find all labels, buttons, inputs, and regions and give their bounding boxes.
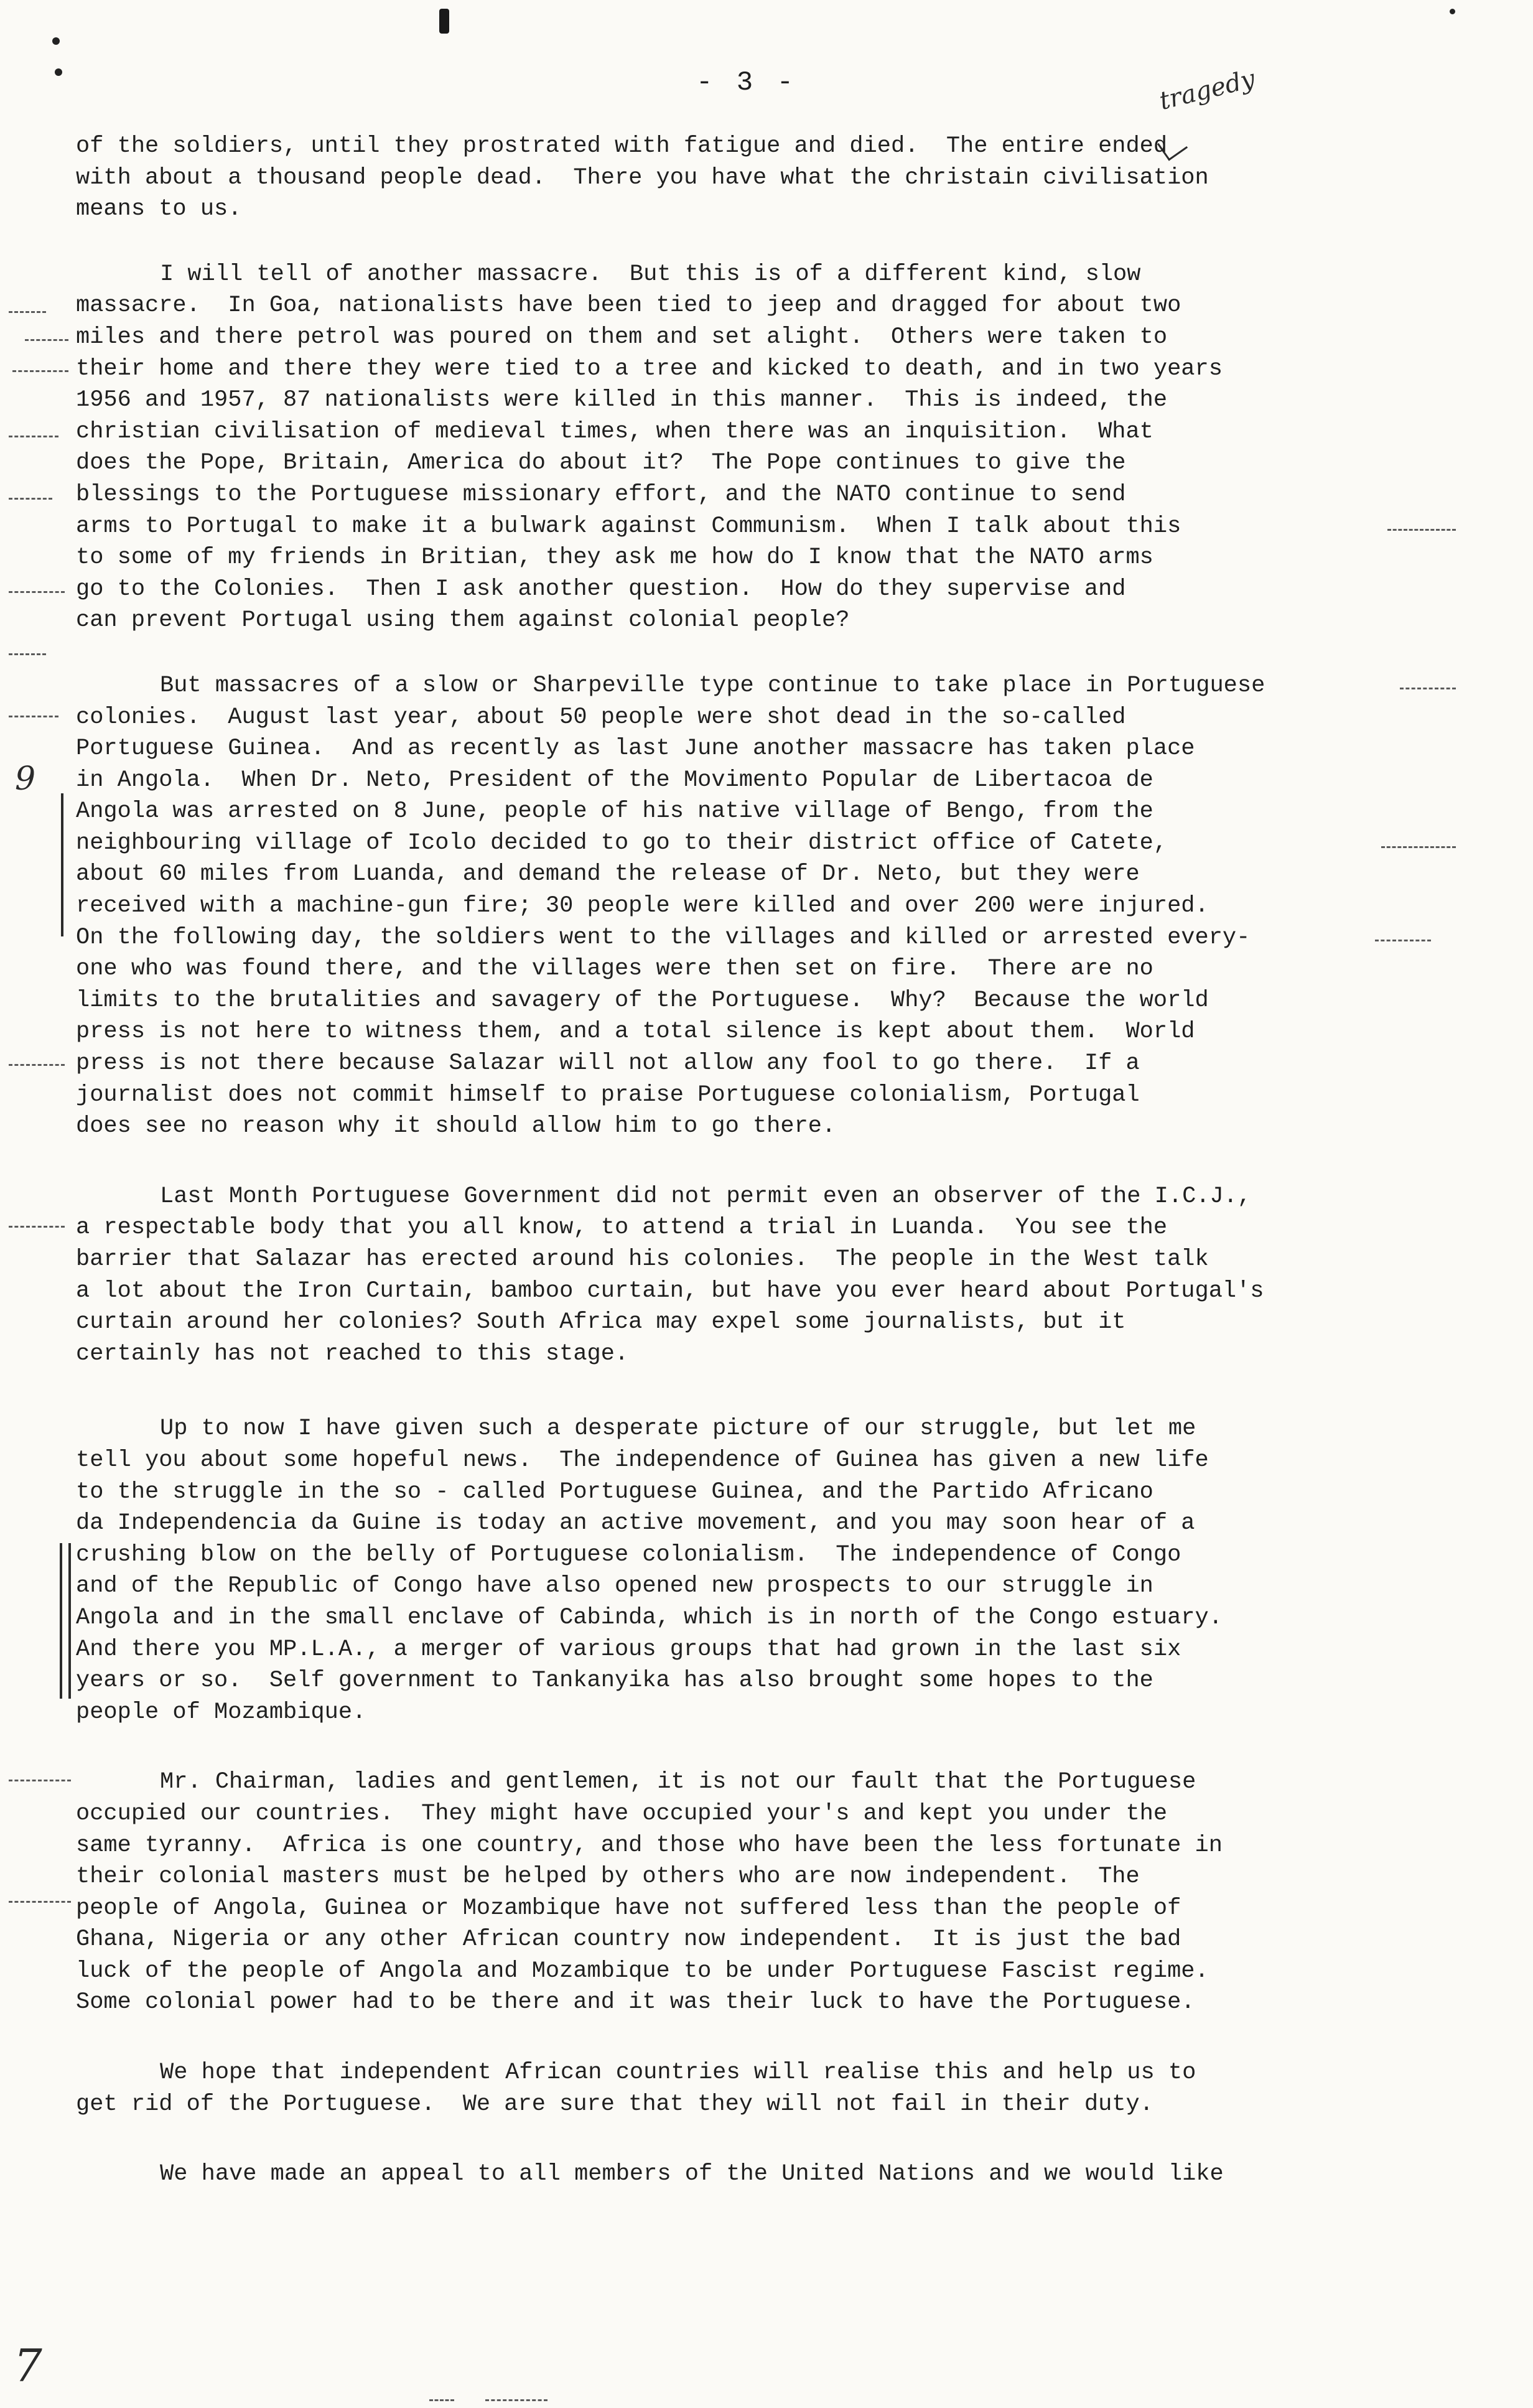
margin-dash bbox=[1400, 688, 1456, 689]
paragraph-3: But massacres of a slow or Sharpeville type continue to take place in Portuguese colonies. August last year, about 50 people were shot dead in the so-called Portuguese Guinea. And as recently as last June another massacre has taken place in Angola. When Dr. Neto, President of the Movimento Popular de Libertacoa de Angola was arrested on 8 June, people of his native village of Bengo, from the neighbouring village of Icolo decided to go to their district office of Catete, about 60 miles from Luanda, and demand the release of Dr. Neto, but they were received with a machine-gun fire; 30 people were killed and over 200 were injured. On the following day, the soldiers went to the villages and killed or arrested every- one who was found there, and the villages were then set on fire. There are no limits to the brutalities and savagery of the Portuguese. Why? Because the world press is not here to witness them, and a total silence is kept about them. World press is not there because Salazar will not allow any fool to go there. If a journalist does not commit himself to praise Portuguese colonialism, Portugal does see no reason why it should allow him to go there. bbox=[76, 672, 1265, 1140]
margin-dash bbox=[9, 591, 65, 593]
margin-dash bbox=[9, 1226, 65, 1228]
paragraph-7: We hope that independent African countries will realise this and help us to get rid of the Portuguese. We are sure that they will not fail in their duty. bbox=[76, 2060, 1196, 2117]
margin-dash bbox=[9, 498, 52, 500]
paragraph-4: Last Month Portuguese Government did not permit even an observer of the I.C.J., a respectable body that you all know, to attend a trial in Luanda. You see the barrier that Salazar has erected around his colonies. The people in the West talk a lot about the Iron Curtain, bamboo curtain, but have you ever heard about Portugal's curtain around her colonies? South Africa may expel some journalists, but it certainly has not reached to this stage. bbox=[76, 1183, 1264, 1367]
paragraph-2: I will tell of another massacre. But this is of a different kind, slow massacre. In Goa, nationalists have been tied to jeep and dragged for about two miles and there petrol was poured on them and set alight. Others were taken to their home and there they were tied to a tree and kicked to death, and in two years 1956 and 1957, 87 nationalists were killed in this manner. This is indeed, the christian civilisation of medieval times, when there was an inquisition. What does the Pope, Britain, America do about it? The Pope continues to give the blessings to the Portuguese missionary effort, and the NATO continue to send arms to Portugal to make it a bulwark against Communism. When I talk about this to some of my friends in Britian, they ask me how do I know that the NATO arms go to the Colonies. Then I ask another question. How do they supervise and can prevent Portugal using them against colonial people? bbox=[76, 261, 1223, 634]
margin-bracket bbox=[61, 793, 63, 936]
margin-dash bbox=[12, 370, 68, 372]
bottom-scan-mark bbox=[429, 2399, 454, 2401]
margin-bracket bbox=[68, 1543, 71, 1699]
margin-dash bbox=[9, 1901, 71, 1903]
margin-dash bbox=[9, 1064, 65, 1066]
paragraph-6: Mr. Chairman, ladies and gentlemen, it is not our fault that the Portuguese occupied our countries. They might have occupied your's and kept you under the same tyranny. Africa is one country, and those who have been the less fortunate in their colonial masters must be helped by others who are now independent. The people of Angola, Guinea or Mozambique have not suffered less than the people of Ghana, Nigeria or any other African country now independent. It is just the bad luck of the people of Angola and Mozambique to be under Portuguese Fascist regime. Some colonial power had to be there and it was their luck to have the Portuguese. bbox=[76, 1769, 1223, 2016]
margin-dot bbox=[52, 37, 60, 45]
paragraph-8: We have made an appeal to all members of the United Nations and we would like bbox=[160, 2161, 1224, 2188]
page-number: - 3 - bbox=[696, 67, 798, 98]
margin-annotation: 9 bbox=[15, 760, 36, 798]
margin-dot bbox=[55, 68, 62, 76]
body-text bbox=[76, 131, 1407, 2190]
margin-dash bbox=[9, 1780, 71, 1781]
top-ink-smudge bbox=[439, 9, 449, 34]
handwritten-insertion: tragedy bbox=[1156, 64, 1258, 116]
margin-dot bbox=[1450, 9, 1455, 14]
margin-dash bbox=[25, 339, 68, 341]
margin-dash bbox=[9, 653, 46, 655]
margin-bracket bbox=[60, 1543, 62, 1699]
bottom-scan-mark bbox=[485, 2399, 548, 2401]
margin-dash bbox=[9, 716, 58, 717]
margin-annotation: 7 bbox=[14, 2340, 42, 2392]
paragraph-5: Up to now I have given such a desperate picture of our struggle, but let me tell you about some hopeful news. The independence of Guinea has given a new life to the struggle in the so - called Portuguese Guinea, and the Partido Africano da Independencia da Guine is today an active movement, and you may soon hear of a crushing blow on the belly of Portuguese colonialism. The independence of Congo and of the Republic of Congo have also opened new prospects to our struggle in Angola and in the small enclave of Cabinda, which is in north of the Congo estuary. And there you MP.L.A., a merger of various groups that had grown in the last six years or so. Self government to Tankanyika has also brought some hopes to the people of Mozambique. bbox=[76, 1416, 1223, 1725]
margin-dash bbox=[9, 311, 46, 313]
paragraph-1: of the soldiers, until they prostrated with fatigue and died. The entire ended with about a thousand people dead. There you have what the christain civilisation means to us. bbox=[76, 133, 1209, 223]
margin-dash bbox=[9, 436, 58, 437]
